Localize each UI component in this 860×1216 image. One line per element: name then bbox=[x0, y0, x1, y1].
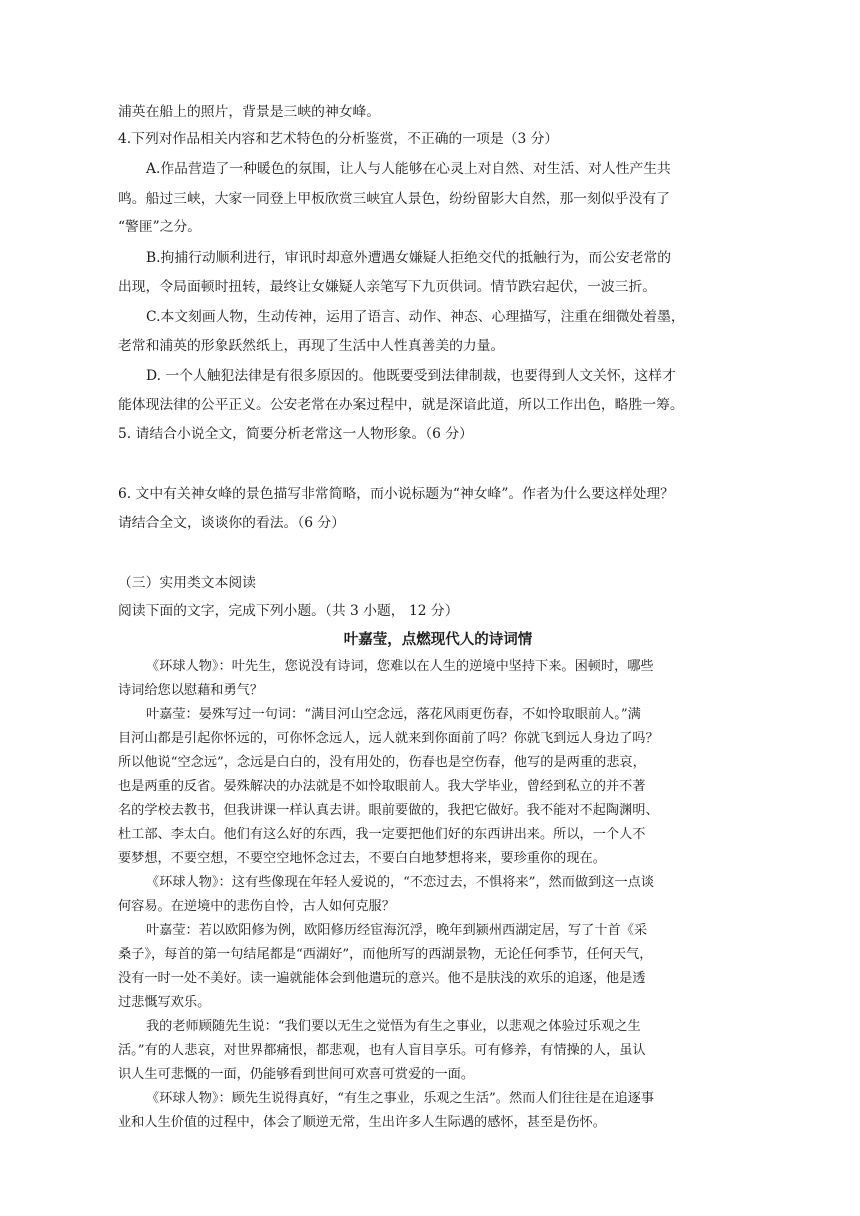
article-line: 没有一时一处不美好。读一遍就能体会到他遣玩的意兴。他不是肤浅的欢乐的追逐，他是透 bbox=[118, 971, 646, 986]
article-line: 何容易。在逆境中的悲伤自怜，古人如何克服？ bbox=[118, 899, 395, 914]
article-line: 叶嘉莹：若以欧阳修为例，欧阳修历经宦海沉浮，晚年到颍州西湖定居，写了十首《采 bbox=[146, 923, 648, 938]
section-heading: （三）实用类文本阅读 bbox=[118, 575, 256, 591]
option-d-line: 能体现法律的公平正义。公安老常在办案过程中，就是深谙此道，所以工作出色，略胜一筹。 bbox=[118, 397, 684, 413]
option-b-line: B.拘捕行动顺利进行，审讯时却意外遭遇女嫌疑人拒绝交代的抵触行为，而公安老常的 bbox=[146, 250, 672, 266]
article-line: 要梦想，不要空想，不要空空地怀念过去，不要白白地梦想将来，要珍重你的现在。 bbox=[118, 851, 606, 866]
article-line: 目河山都是引起你怀远的，可你怀念远人，远人就来到你面前了吗？你就飞到远人身边了吗？ bbox=[118, 731, 659, 746]
question-6: 6. 文中有关神女峰的景色描写非常简略，而小说标题为“神女峰”。作者为什么要这样处理？ bbox=[118, 486, 674, 502]
question-6-line: 请结合全文，谈谈你的看法。（6 分） bbox=[118, 515, 346, 531]
article-line: 我的老师顾随先生说：“我们要以无生之觉悟为有生之事业，以悲观之体验过乐观之生 bbox=[146, 1019, 641, 1034]
article-line: 识人生可悲慨的一面，仍能够看到世间可欢喜可赏爱的一面。 bbox=[118, 1067, 475, 1082]
article-line: 所以他说“空念远”，念远是白白的，没有用处的，伤春也是空伤春，他写的是两重的悲哀， bbox=[118, 755, 646, 770]
text-line: 浦英在船上的照片，背景是三峡的神女峰。 bbox=[118, 104, 381, 120]
article-line: 叶嘉莹：晏殊写过一句词：“满目河山空念远，落花风雨更伤春，不如怜取眼前人。”满 bbox=[146, 707, 641, 722]
option-a-line: “警匪”之分。 bbox=[118, 219, 202, 235]
article-line: 活。”有的人悲哀，对世界都痛恨，都悲观，也有人盲目享乐。可有修养，有情操的人，虽认 bbox=[118, 1043, 646, 1058]
article-line: 《环球人物》：叶先生，您说没有诗词，您难以在人生的逆境中坚持下来。困顿时，哪些 bbox=[146, 659, 654, 674]
article-line: 过悲慨写欢乐。 bbox=[118, 995, 211, 1010]
article-title: 叶嘉莹，点燃现代人的诗词情 bbox=[343, 632, 533, 648]
article-line: 《环球人物》：这有些像现在年轻人爱说的，“不恋过去，不惧将来”，然而做到这一点谈 bbox=[146, 875, 655, 890]
question-4: 4.下列对作品相关内容和艺术特色的分析鉴赏，不正确的一项是（3 分） bbox=[118, 131, 559, 147]
option-a-line: 鸣。船过三峡，大家一同登上甲板欣赏三峡宜人景色，纷纷留影大自然，那一刻似乎没有了 bbox=[118, 191, 670, 207]
article-line: 名的学校去教书，但我讲课一样认真去讲。眼前要做的，我把它做好。我不能对不起陶渊明、 bbox=[118, 803, 659, 818]
article-line: 也是两重的反省。晏殊解决的办法就是不如怜取眼前人。我大学毕业，曾经到私立的并不著 bbox=[118, 779, 646, 794]
article-line: 桑子》，每首的第一句结尾都是“西湖好”，而他所写的西湖景物，无论任何季节，任何天气， bbox=[118, 947, 653, 962]
option-c-line: C.本文刻画人物，生动传神，运用了语言、动作、神态、心理描写，注重在细微处着墨， bbox=[146, 309, 685, 325]
option-b-line: 出现，令局面顿时扭转，最终让女嫌疑人亲笔写下九页供词。情节跌宕起伏，一波三折。 bbox=[118, 279, 657, 295]
article-line: 诗词给您以慰藉和勇气？ bbox=[118, 683, 264, 698]
option-d-line: D. 一个人触犯法律是有很多原因的。他既要受到法律制裁，也要得到人文关怀，这样才 bbox=[146, 368, 676, 384]
article-line: 业和人生价值的过程中，体会了顺逆无常，生出许多人生际遇的感怀，甚至是伤怀。 bbox=[118, 1115, 606, 1130]
article-line: 杜工部、李太白。他们有这么好的东西，我一定要把他们好的东西讲出来。所以，一个人不 bbox=[118, 827, 646, 842]
question-5: 5. 请结合小说全文，简要分析老常这一人物形象。（6 分） bbox=[118, 426, 473, 442]
article-line: 《环球人物》：顾先生说得真好，“有生之事业，乐观之生活”。然而人们往往是在追逐事 bbox=[146, 1091, 655, 1106]
reading-instruction: 阅读下面的文字，完成下列小题。（共 3 小题， 12 分） bbox=[118, 603, 459, 619]
option-a-line: A.作品营造了一种暖色的氛围，让人与人能够在心灵上对自然、对生活、对人性产生共 bbox=[146, 161, 671, 177]
option-c-line: 老常和浦英的形象跃然纸上，再现了生活中人性真善美的力量。 bbox=[118, 338, 505, 354]
